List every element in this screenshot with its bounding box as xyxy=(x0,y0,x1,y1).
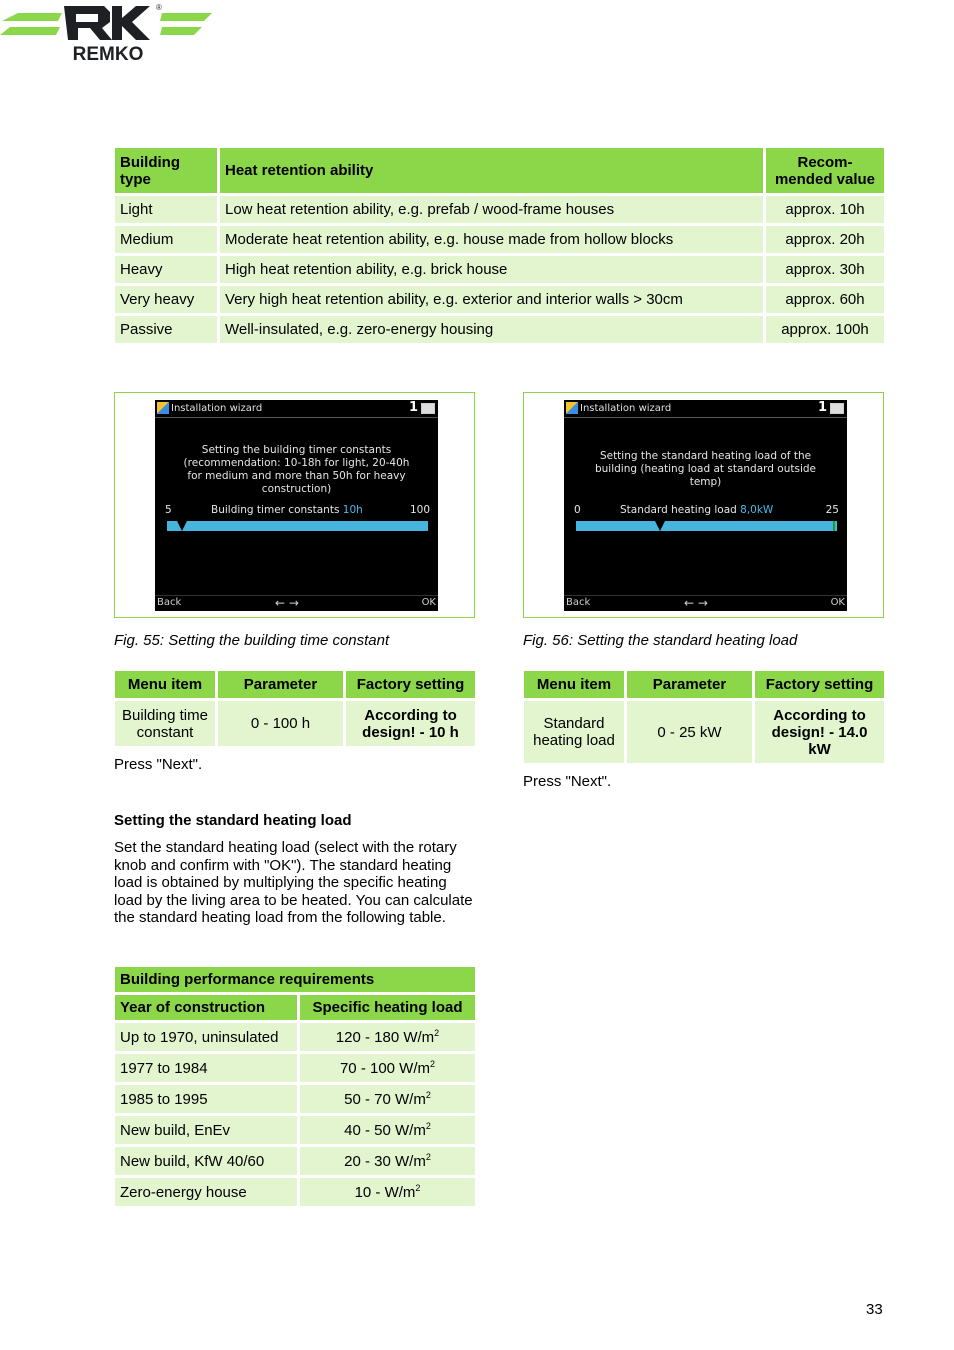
table-row xyxy=(115,1023,475,1051)
table-title: Building performance requirements xyxy=(115,967,475,992)
table-header-row xyxy=(115,148,884,193)
sd-card-icon xyxy=(830,403,844,414)
cell: Moderate heat retention ability, e.g. house made from hollow blocks xyxy=(220,226,763,253)
table-row xyxy=(115,226,884,253)
header-parameter: Parameter xyxy=(218,671,343,698)
wizard-icon xyxy=(566,402,578,414)
cell: 20 - 30 $W/m^2$ xyxy=(300,1147,475,1175)
table-row xyxy=(115,1147,475,1175)
cell: Passive xyxy=(115,316,217,343)
slider-min: 0 xyxy=(574,504,581,516)
heat-retention-table xyxy=(112,145,887,346)
header-parameter: Parameter xyxy=(627,671,752,698)
section-heading: Setting the standard heating load xyxy=(114,812,352,829)
figure-56-caption: Fig. 56: Setting the standard heating load xyxy=(523,632,798,649)
cell: approx. 30h xyxy=(766,256,884,283)
slider-label: Building timer constants xyxy=(211,504,340,516)
cell: 70 - 100 $W/m^2$ xyxy=(300,1054,475,1082)
page-indicator: 1 xyxy=(408,400,418,415)
cell: New build, EnEv xyxy=(115,1116,297,1144)
header-specific-heating-load: Specific heating load xyxy=(300,995,475,1020)
screen-footer xyxy=(155,595,438,611)
table-row xyxy=(115,196,884,223)
ok-button[interactable]: OK xyxy=(830,597,845,608)
cell: $10 - W/m^2$ xyxy=(300,1178,475,1206)
header-building-type: Building type xyxy=(115,148,217,193)
slider-label: Standard heating load xyxy=(620,504,737,516)
back-button[interactable]: Back xyxy=(157,597,182,608)
cell: According to design! - 14.0 kW xyxy=(755,701,884,763)
header-year: Year of construction xyxy=(115,995,297,1020)
screen-title: Installation wizard xyxy=(171,403,263,414)
header-heat-retention: Heat retention ability xyxy=(220,148,763,193)
press-next-text: Press "Next". xyxy=(523,773,612,790)
press-next-text: Press "Next". xyxy=(114,756,203,773)
table-row xyxy=(115,701,475,746)
header-recommended-value: Recom- mended value xyxy=(766,148,884,193)
cell: Building time constant xyxy=(115,701,215,746)
table-row xyxy=(524,701,884,763)
figure-56-frame xyxy=(523,392,884,618)
cell: Medium xyxy=(115,226,217,253)
cell: Very high heat retention ability, e.g. exterior and interior walls > 30cm xyxy=(220,286,763,313)
cell: 120 - 180 $W/m^2$ xyxy=(300,1023,475,1051)
controller-screen-56 xyxy=(564,400,847,611)
header-factory-setting: Factory setting xyxy=(755,671,884,698)
figure-55-frame xyxy=(114,392,475,618)
cell: approx. 10h xyxy=(766,196,884,223)
arrow-keys-icon[interactable]: ← → xyxy=(684,596,708,610)
table-title-row xyxy=(115,967,475,992)
arrow-keys-icon[interactable]: ← → xyxy=(275,596,299,610)
screen-footer xyxy=(564,595,847,611)
table-row xyxy=(115,1116,475,1144)
remko-logo xyxy=(0,0,214,66)
slider-min: 5 xyxy=(165,504,172,516)
slider-max: 25 xyxy=(825,504,839,516)
table-header-row xyxy=(524,671,884,698)
cell: According to design! - 10 h xyxy=(346,701,475,746)
cell: Heavy xyxy=(115,256,217,283)
slider-value: 10h xyxy=(342,504,363,516)
slider-track[interactable] xyxy=(167,521,428,531)
table-row xyxy=(115,1085,475,1113)
cell: Up to 1970, uninsulated xyxy=(115,1023,297,1051)
cell: 40 - 50 $W/m^2$ xyxy=(300,1116,475,1144)
page-number: 33 xyxy=(866,1301,883,1318)
screen-title: Installation wizard xyxy=(580,403,672,414)
table-row xyxy=(115,256,884,283)
cell: Standard heating load xyxy=(524,701,624,763)
table-row xyxy=(115,286,884,313)
cell: approx. 20h xyxy=(766,226,884,253)
figure-55-caption: Fig. 55: Setting the building time constant xyxy=(114,632,390,649)
cell: 1985 to 1995 xyxy=(115,1085,297,1113)
cell: New build, KfW 40/60 xyxy=(115,1147,297,1175)
table-row xyxy=(115,1178,475,1206)
table-header-row xyxy=(115,671,475,698)
cell: 1977 to 1984 xyxy=(115,1054,297,1082)
cell: Light xyxy=(115,196,217,223)
header-menu-item: Menu item xyxy=(524,671,624,698)
slider-thumb-icon[interactable] xyxy=(177,521,187,531)
header-factory-setting: Factory setting xyxy=(346,671,475,698)
slider-max: 100 xyxy=(409,504,430,516)
cell: Very heavy xyxy=(115,286,217,313)
cell: approx. 60h xyxy=(766,286,884,313)
controller-screen-55 xyxy=(155,400,438,611)
table-row xyxy=(115,316,884,343)
sd-card-icon xyxy=(421,403,435,414)
cell: Low heat retention ability, e.g. prefab / wood-frame houses xyxy=(220,196,763,223)
svg-text:®: ® xyxy=(156,3,162,12)
slider-track[interactable] xyxy=(576,521,837,531)
remko-wordmark: REMKO xyxy=(72,44,144,65)
cell: 50 - 70 $W/m^2$ xyxy=(300,1085,475,1113)
cell: 0 - 25 kW xyxy=(627,701,752,763)
cell: High heat retention ability, e.g. brick house xyxy=(220,256,763,283)
building-performance-table xyxy=(112,964,478,1209)
cell: 0 - 100 h xyxy=(218,701,343,746)
cell: Well-insulated, e.g. zero-energy housing xyxy=(220,316,763,343)
header-menu-item: Menu item xyxy=(115,671,215,698)
slider-labels xyxy=(165,504,430,516)
screen-instructions: Setting the building timer constants (recommendation: 10-18h for light, 20-40h for medium and more than 50h for heavy construction) xyxy=(183,444,410,495)
screen-instructions: Setting the standard heating load of the building (heating load at standard outside temp) xyxy=(594,450,817,488)
wizard-icon xyxy=(157,402,169,414)
page-indicator: 1 xyxy=(817,400,827,415)
cell: approx. 100h xyxy=(766,316,884,343)
section-body: Set the standard heating load (select with the rotary knob and confirm with "OK"). The standard heating load is obtained by multiplying the specific heating load by the living area to be heated. You can calculate the standard heating load from the following table. xyxy=(114,839,473,927)
ok-button[interactable]: OK xyxy=(421,597,436,608)
table-row xyxy=(115,1054,475,1082)
slider-labels xyxy=(574,504,839,516)
fig55-settings-table xyxy=(112,668,478,749)
cell: Zero-energy house xyxy=(115,1178,297,1206)
slider-thumb-icon[interactable] xyxy=(655,521,665,531)
slider-value: 8,0kW xyxy=(740,504,774,516)
table-header-row xyxy=(115,995,475,1020)
back-button[interactable]: Back xyxy=(566,597,591,608)
slider-end-marker xyxy=(833,521,835,531)
fig56-settings-table xyxy=(521,668,887,766)
